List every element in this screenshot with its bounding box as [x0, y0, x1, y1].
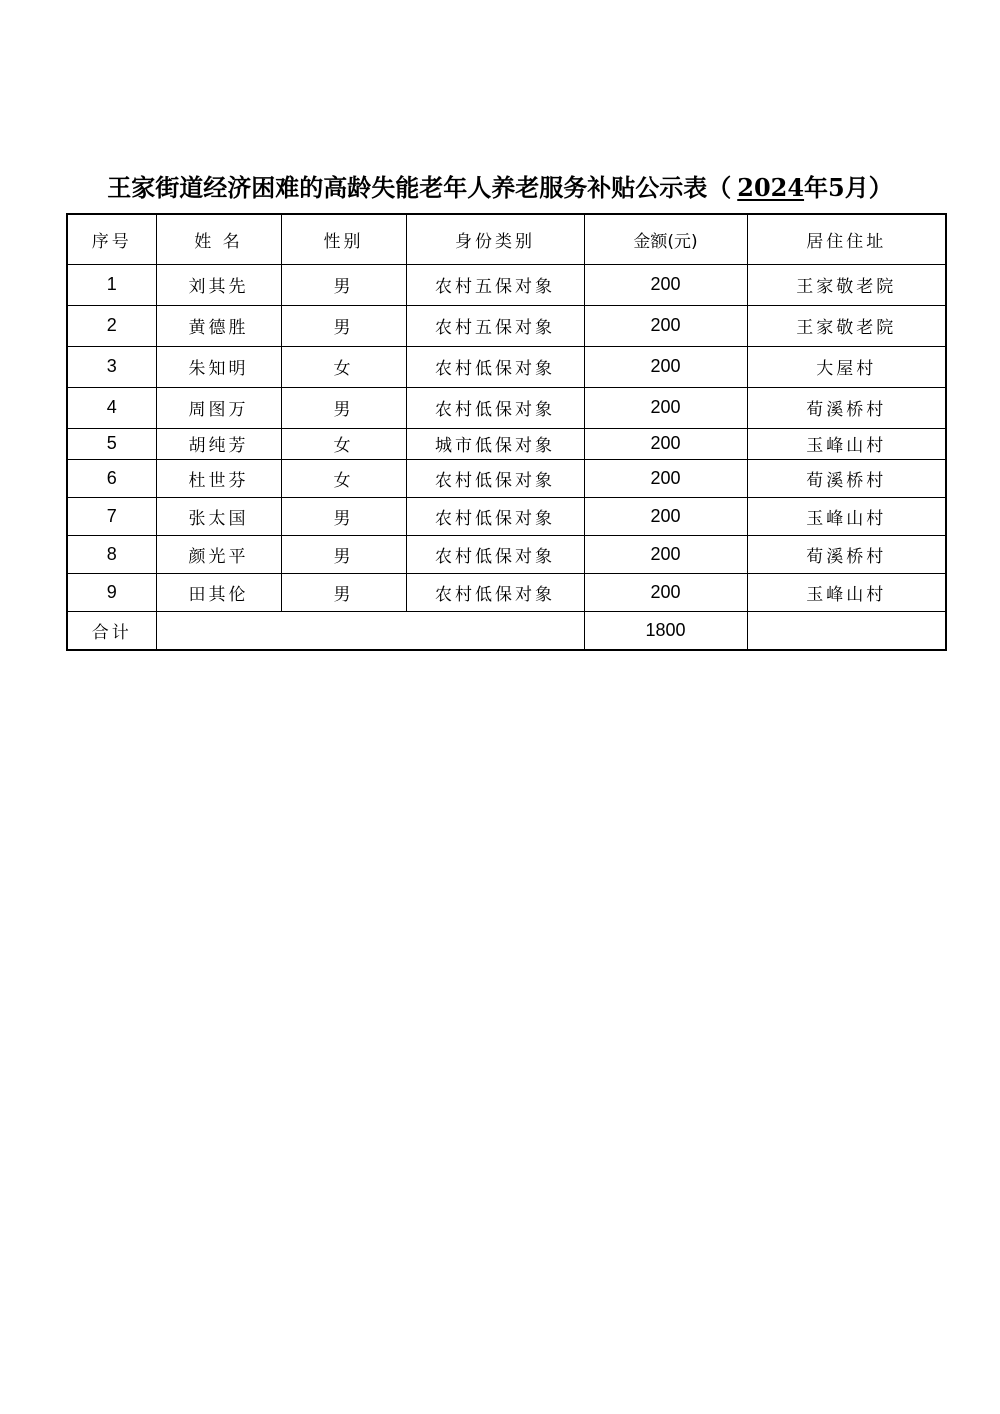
cell-category: 农村五保对象 [406, 305, 584, 346]
cell-amount: 200 [584, 305, 747, 346]
header-amount: 金额(元) [584, 214, 747, 264]
cell-gender: 男 [281, 535, 406, 573]
header-name: 姓 名 [156, 214, 281, 264]
cell-category: 农村低保对象 [406, 535, 584, 573]
cell-name: 田其伦 [156, 573, 281, 611]
cell-amount: 200 [584, 346, 747, 387]
total-amount: 1800 [584, 611, 747, 650]
cell-category: 农村低保对象 [406, 573, 584, 611]
total-empty-cell [747, 611, 946, 650]
cell-address: 王家敬老院 [747, 264, 946, 305]
cell-name: 胡纯芳 [156, 428, 281, 459]
cell-index: 1 [67, 264, 156, 305]
cell-gender: 女 [281, 428, 406, 459]
cell-gender: 男 [281, 497, 406, 535]
cell-name: 杜世芬 [156, 459, 281, 497]
cell-amount: 200 [584, 535, 747, 573]
table-row [67, 535, 946, 573]
cell-address: 荀溪桥村 [747, 387, 946, 428]
cell-name: 周图万 [156, 387, 281, 428]
header-index: 序号 [67, 214, 156, 264]
cell-amount: 200 [584, 459, 747, 497]
cell-name: 朱知明 [156, 346, 281, 387]
table-row [67, 264, 946, 305]
cell-name: 刘其先 [156, 264, 281, 305]
cell-address: 大屋村 [747, 346, 946, 387]
cell-address: 荀溪桥村 [747, 535, 946, 573]
cell-address: 玉峰山村 [747, 497, 946, 535]
cell-category: 农村低保对象 [406, 387, 584, 428]
cell-index: 3 [67, 346, 156, 387]
cell-address: 玉峰山村 [747, 428, 946, 459]
table-header-row [67, 214, 946, 264]
cell-address: 王家敬老院 [747, 305, 946, 346]
total-blank-cell [156, 611, 584, 650]
table-row [67, 497, 946, 535]
title-text: 王家街道经济困难的高龄失能老年人养老服务补贴公示表（ [107, 173, 732, 202]
cell-index: 5 [67, 428, 156, 459]
cell-index: 2 [67, 305, 156, 346]
header-gender: 性别 [281, 214, 406, 264]
cell-name: 黄德胜 [156, 305, 281, 346]
cell-gender: 男 [281, 264, 406, 305]
cell-address: 荀溪桥村 [747, 459, 946, 497]
cell-gender: 男 [281, 387, 406, 428]
title-suffix: 年5月） [804, 173, 893, 202]
header-category: 身份类别 [406, 214, 584, 264]
cell-index: 8 [67, 535, 156, 573]
cell-index: 7 [67, 497, 156, 535]
table-row [67, 428, 946, 459]
cell-gender: 女 [281, 346, 406, 387]
subsidy-table [66, 213, 947, 651]
cell-amount: 200 [584, 428, 747, 459]
cell-category: 农村五保对象 [406, 264, 584, 305]
cell-index: 6 [67, 459, 156, 497]
total-label: 合计 [67, 611, 156, 650]
cell-category: 农村低保对象 [406, 497, 584, 535]
table-row [67, 459, 946, 497]
cell-gender: 女 [281, 459, 406, 497]
cell-category: 城市低保对象 [406, 428, 584, 459]
table-row [67, 346, 946, 387]
cell-name: 颜光平 [156, 535, 281, 573]
cell-amount: 200 [584, 264, 747, 305]
cell-index: 4 [67, 387, 156, 428]
header-address: 居住住址 [747, 214, 946, 264]
total-row [67, 611, 946, 650]
title-year: 2024 [737, 173, 805, 202]
table-row [67, 305, 946, 346]
cell-name: 张太国 [156, 497, 281, 535]
cell-category: 农村低保对象 [406, 459, 584, 497]
cell-category: 农村低保对象 [406, 346, 584, 387]
cell-gender: 男 [281, 573, 406, 611]
table-row [67, 573, 946, 611]
table-row [67, 387, 946, 428]
cell-amount: 200 [584, 387, 747, 428]
cell-address: 玉峰山村 [747, 573, 946, 611]
cell-amount: 200 [584, 573, 747, 611]
cell-gender: 男 [281, 305, 406, 346]
page-title [0, 168, 1000, 208]
cell-amount: 200 [584, 497, 747, 535]
cell-index: 9 [67, 573, 156, 611]
